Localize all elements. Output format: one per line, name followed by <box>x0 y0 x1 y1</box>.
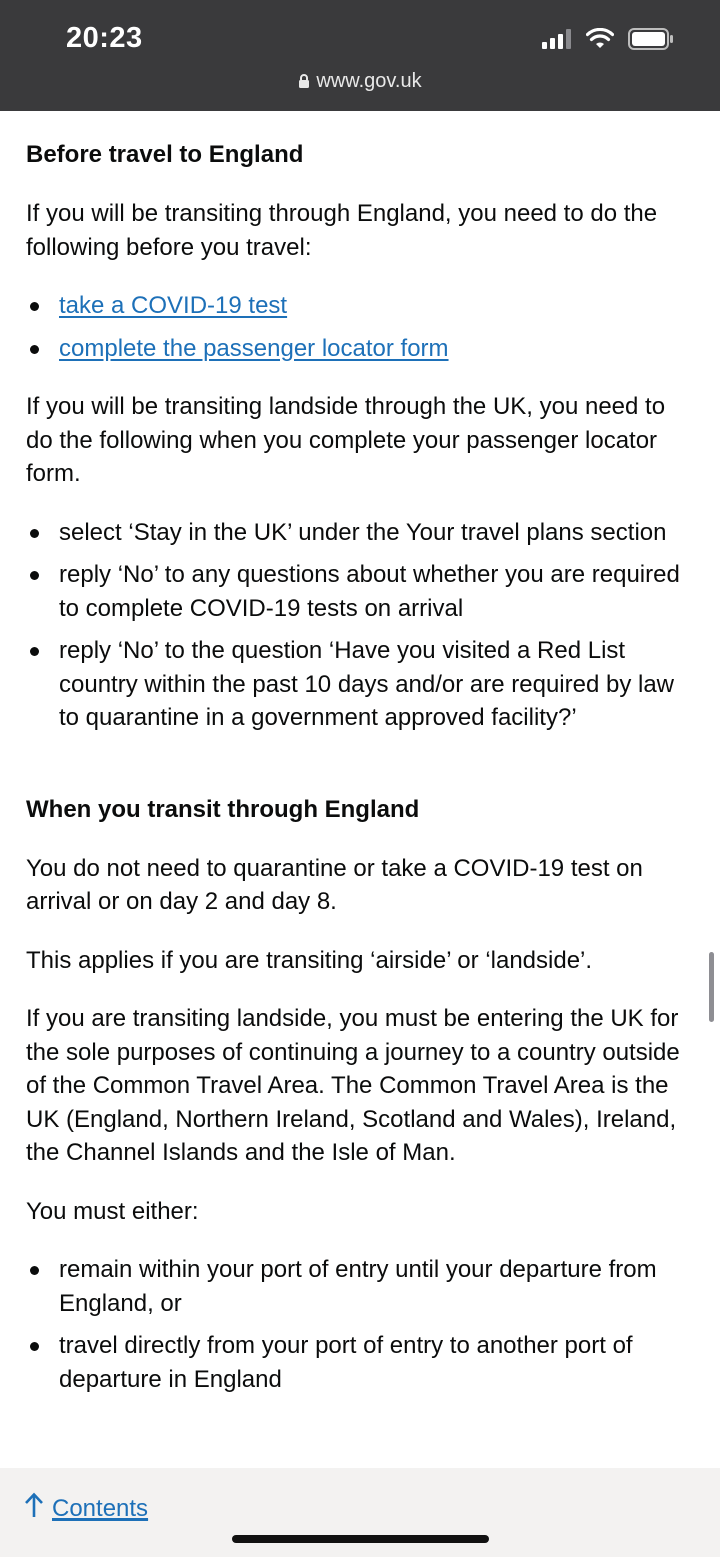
common-travel-area-text: If you are transiting landside, you must be entering the UK for the sole purposes of continuing a journey to a country outside of the Common Travel Area. The Common Travel Area is the UK (England, Northern Ireland, Scotland and Wales), Ireland, the Channel Islands and the Isle of Man. <box>26 1005 680 1166</box>
list-item <box>26 289 696 323</box>
covid-test-link[interactable]: take a COVID-19 test <box>59 292 288 319</box>
status-icons <box>542 28 674 54</box>
contents-link-label: Contents <box>52 1494 149 1522</box>
before-travel-link-list <box>26 289 696 365</box>
port-of-entry-options-list <box>26 1253 696 1396</box>
browser-top-bar <box>0 0 720 111</box>
list-item: travel directly from your port of entry to another port of departure in England <box>26 1329 696 1396</box>
url-text: www.gov.uk <box>316 70 422 92</box>
form-instructions-list <box>26 516 696 735</box>
airside-landside-text: This applies if you are transiting ‘airside’ or ‘landside’. <box>26 946 593 974</box>
section-heading-when-transit: When you transit through England <box>26 795 420 823</box>
lock-icon <box>298 72 310 95</box>
arrow-up-icon <box>24 1492 44 1525</box>
contents-bar <box>0 1468 720 1557</box>
before-intro-text: If you will be transiting through England, you need to do the following before you travel: <box>26 200 658 261</box>
no-quarantine-text: You do not need to quarantine or take a COVID-19 test on arrival or on day 2 and day 8. <box>26 854 643 915</box>
passenger-locator-form-link[interactable]: complete the passenger locator form <box>59 334 449 362</box>
list-item: reply ‘No’ to any questions about whether you are required to complete COVID-19 tests on arrival <box>26 558 696 625</box>
battery-icon <box>628 28 674 55</box>
list-item <box>26 332 696 366</box>
scrollbar[interactable] <box>709 952 714 1022</box>
you-must-either-text: You must either: <box>26 1197 199 1225</box>
list-item: remain within your port of entry until your departure from England, or <box>26 1253 696 1320</box>
url-bar[interactable] <box>0 70 720 95</box>
article-content <box>26 138 696 1396</box>
landside-intro-text: If you will be transiting landside through the UK, you need to do the following when you complete your passenger locator form. <box>26 393 666 487</box>
wifi-icon <box>586 28 614 55</box>
home-indicator <box>232 1535 489 1543</box>
cellular-signal-icon <box>542 29 572 54</box>
contents-link[interactable] <box>24 1492 148 1525</box>
section-heading-before-travel: Before travel to England <box>26 141 304 168</box>
list-item: reply ‘No’ to the question ‘Have you visited a Red List country within the past 10 days and/or are required by law to quarantine in a government approved facility?’ <box>26 634 696 735</box>
status-time: 20:23 <box>66 22 143 54</box>
list-item: select ‘Stay in the UK’ under the Your travel plans section <box>26 516 696 550</box>
